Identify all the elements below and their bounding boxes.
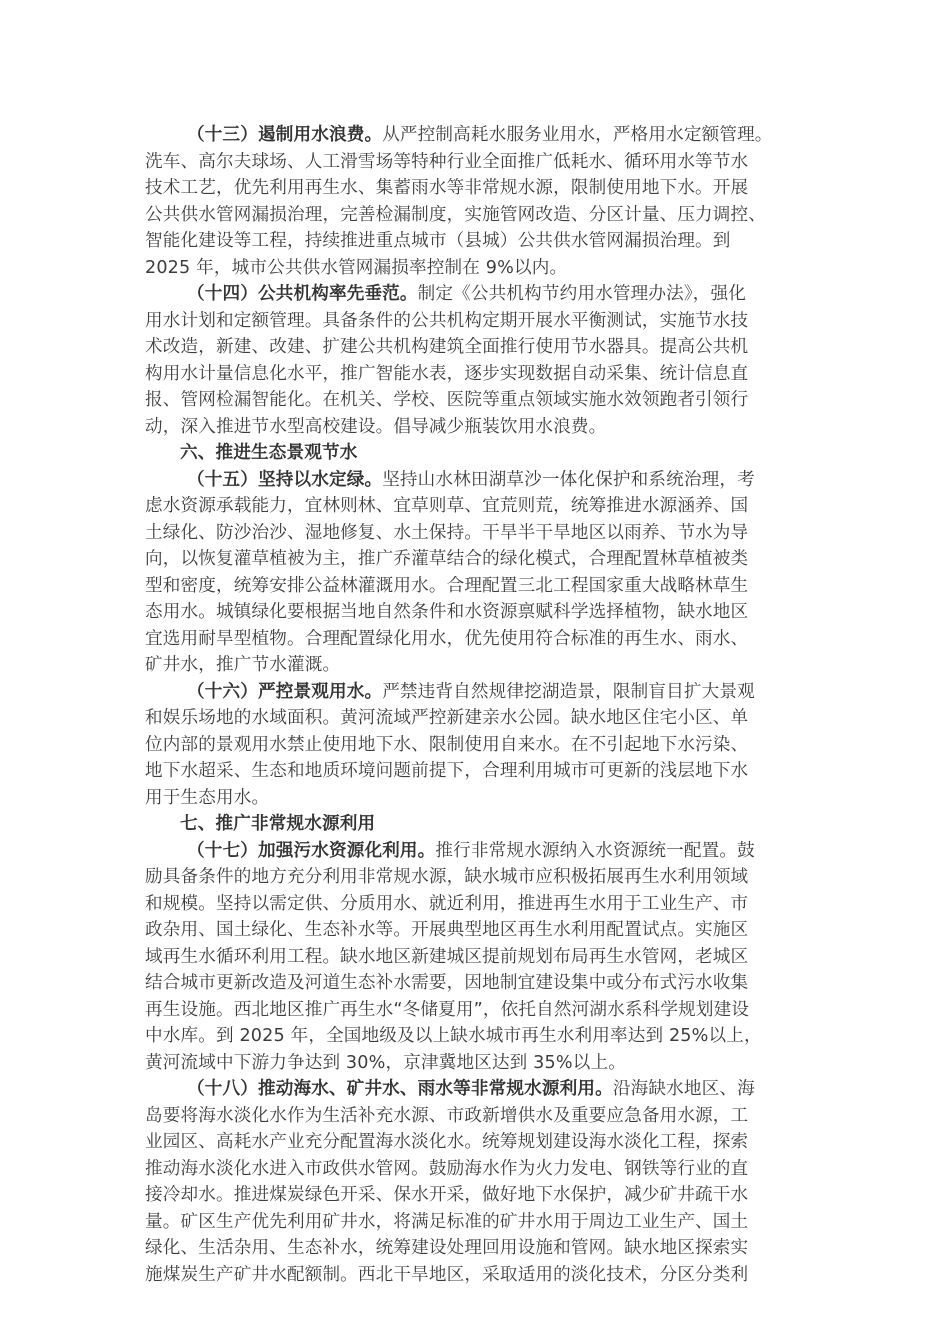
paragraph-15-line-3: 土绿化、防沙治沙、湿地修复、水土保持。干旱半干旱地区以雨养、节水为导 bbox=[145, 522, 749, 543]
paragraph-17-line-3: 和规模。坚持以需定供、分质用水、就近利用，推进再生水用于工业生产、市 bbox=[145, 893, 749, 914]
paragraph-18-line-4: 推动海水淡化水进入市政供水管网。鼓励海水作为火力发电、钢铁等行业的直 bbox=[145, 1158, 749, 1179]
paragraph-15-line-1: （十五）坚持以水定绿。坚持山水林田湖草沙一体化保护和系统治理，考 bbox=[187, 469, 755, 490]
paragraph-17-line-5: 域再生水循环利用工程。缺水地区新建城区提前规划布局再生水管网，老城区 bbox=[145, 946, 749, 967]
paragraph-18-line-6: 量。矿区生产优先利用矿井水，将满足标准的矿井水用于周边工业生产、国土 bbox=[145, 1211, 749, 1232]
paragraph-17-line-1: （十七）加强污水资源化利用。推行非常规水源纳入水资源统一配置。鼓 bbox=[187, 840, 755, 861]
paragraph-16-line-4: 地下水超采、生态和地质环境问题前提下，合理利用城市可更新的浅层地下水 bbox=[145, 761, 749, 781]
paragraph-15-line-6: 态用水。城镇绿化要根据当地自然条件和水资源禀赋科学选择植物，缺水地区 bbox=[145, 602, 749, 622]
paragraph-17-line-8: 中水库。到 2025 年，全国地级及以上缺水城市再生水利用率达到 25%以上， bbox=[145, 1026, 762, 1046]
paragraph-18-line-3: 业园区、高耗水产业充分配置海水淡化水。统筹规划建设海水淡化工程，探索 bbox=[145, 1132, 749, 1152]
paragraph-17-line-4: 政杂用、国土绿化、生态补水等。开展典型地区再生水利用配置试点。实施区 bbox=[145, 920, 749, 940]
paragraph-14-line-4: 构用水计量信息化水平，推广智能水表，逐步实现数据自动采集、统计信息直 bbox=[145, 363, 749, 384]
paragraph-18-line-1: （十八）推动海水、矿井水、雨水等非常规水源利用。沿海缺水地区、海 bbox=[187, 1079, 755, 1099]
document-body bbox=[145, 122, 805, 1288]
paragraph-17-line-7: 再生设施。西北地区推广再生水“冬储夏用”，依托自然河湖水系科学规划建设 bbox=[145, 999, 750, 1020]
paragraph-13-line-3: 技术工艺，优先利用再生水、集蓄雨水等非常规水源，限制使用地下水。开展 bbox=[145, 178, 749, 198]
paragraph-13-line-2: 洗车、高尔夫球场、人工滑雪场等特种行业全面推广低耗水、循环用水等节水 bbox=[145, 151, 749, 172]
paragraph-14-line-5: 报、管网检漏智能化。在机关、学校、医院等重点领域实施水效领跑者引领行 bbox=[145, 390, 749, 410]
section-heading-6: 六、推进生态景观节水 bbox=[180, 443, 358, 463]
paragraph-16-line-5: 用于生态用水。 bbox=[145, 787, 270, 808]
paragraph-17-line-6: 结合城市更新改造及河道生态补水需要，因地制宜建设集中或分布式污水收集 bbox=[145, 973, 749, 993]
section-label-15: （十五）坚持以水定绿。 bbox=[187, 469, 383, 490]
paragraph-13-line-4: 公共供水管网漏损治理，完善检漏制度，实施管网改造、分区计量、压力调控、 bbox=[145, 204, 767, 225]
paragraph-16-line-1: （十六）严控景观用水。严禁违背自然规律挖湖造景，限制盲目扩大景观 bbox=[187, 681, 755, 702]
section-label-14: （十四）公共机构率先垂范。 bbox=[187, 284, 418, 304]
paragraph-15-line-5: 型和密度，统筹安排公益林灌溉用水。合理配置三北工程国家重大战略林草生 bbox=[145, 575, 749, 596]
section-label-13: （十三）遏制用水浪费。 bbox=[187, 125, 383, 145]
paragraph-13-line-6: 2025 年，城市公共供水管网漏损率控制在 9%以内。 bbox=[145, 257, 568, 278]
paragraph-17-line-9: 黄河流域中下游力争达到 30%，京津冀地区达到 35%以上。 bbox=[145, 1052, 626, 1073]
paragraph-15-line-4: 向，以恢复灌草植被为主，推广乔灌草结合的绿化模式，合理配置林草植被类 bbox=[145, 549, 749, 569]
paragraph-14-line-1: （十四）公共机构率先垂范。制定《公共机构节约用水管理办法》，强化 bbox=[187, 284, 747, 304]
paragraph-18-line-8: 施煤炭生产矿井水配额制。西北干旱地区，采取适用的淡化技术，分区分类利 bbox=[145, 1264, 749, 1285]
paragraph-16-line-3: 位内部的景观用水禁止使用地下水、限制使用自来水。在不引起地下水污染、 bbox=[145, 734, 749, 755]
paragraph-18-line-5: 接冷却水。推进煤炭绿色开采、保水开采，做好地下水保护，减少矿井疏干水 bbox=[145, 1185, 749, 1205]
paragraph-15-line-8: 矿井水，推广节水灌溉。 bbox=[145, 655, 341, 675]
paragraph-13-line-5: 智能化建设等工程，持续推进重点城市（县城）公共供水管网漏损治理。到 bbox=[145, 231, 731, 251]
paragraph-14-line-3: 术改造，新建、改建、扩建公共机构建筑全面推行使用节水器具。提高公共机 bbox=[145, 337, 749, 357]
section-label-18: （十八）推动海水、矿井水、雨水等非常规水源利用。 bbox=[187, 1079, 613, 1099]
paragraph-15-line-2: 虑水资源承载能力，宜林则林、宜草则草、宜荒则荒，统筹推进水源涵养、国 bbox=[145, 496, 749, 516]
paragraph-18-line-2: 岛要将海水淡化水作为生活补充水源、市政新增供水及重要应急备用水源，工 bbox=[145, 1105, 749, 1126]
paragraph-17-line-2: 励具备条件的地方充分利用非常规水源，缺水城市应积极拓展再生水利用领域 bbox=[145, 867, 749, 887]
paragraph-13-line-1: （十三）遏制用水浪费。从严控制高耗水服务业用水，严格用水定额管理。 bbox=[187, 125, 773, 145]
paragraph-14-line-2: 用水计划和定额管理。具备条件的公共机构定期开展水平衡测试，实施节水技 bbox=[145, 310, 749, 331]
section-heading-7: 七、推广非常规水源利用 bbox=[180, 814, 376, 834]
paragraph-16-line-2: 和娱乐场地的水域面积。黄河流域严控新建亲水公园。缺水地区住宅小区、单 bbox=[145, 708, 749, 728]
section-label-16: （十六）严控景观用水。 bbox=[187, 681, 383, 702]
paragraph-15-line-7: 宜选用耐旱型植物。合理配置绿化用水，优先使用符合标准的再生水、雨水、 bbox=[145, 628, 749, 649]
section-label-17: （十七）加强污水资源化利用。 bbox=[187, 840, 436, 861]
paragraph-18-line-7: 绿化、生活杂用、生态补水，统筹建设处理回用设施和管网。缺水地区探索实 bbox=[145, 1238, 749, 1258]
paragraph-14-line-6: 动，深入推进节水型高校建设。倡导减少瓶装饮用水浪费。 bbox=[145, 416, 607, 437]
